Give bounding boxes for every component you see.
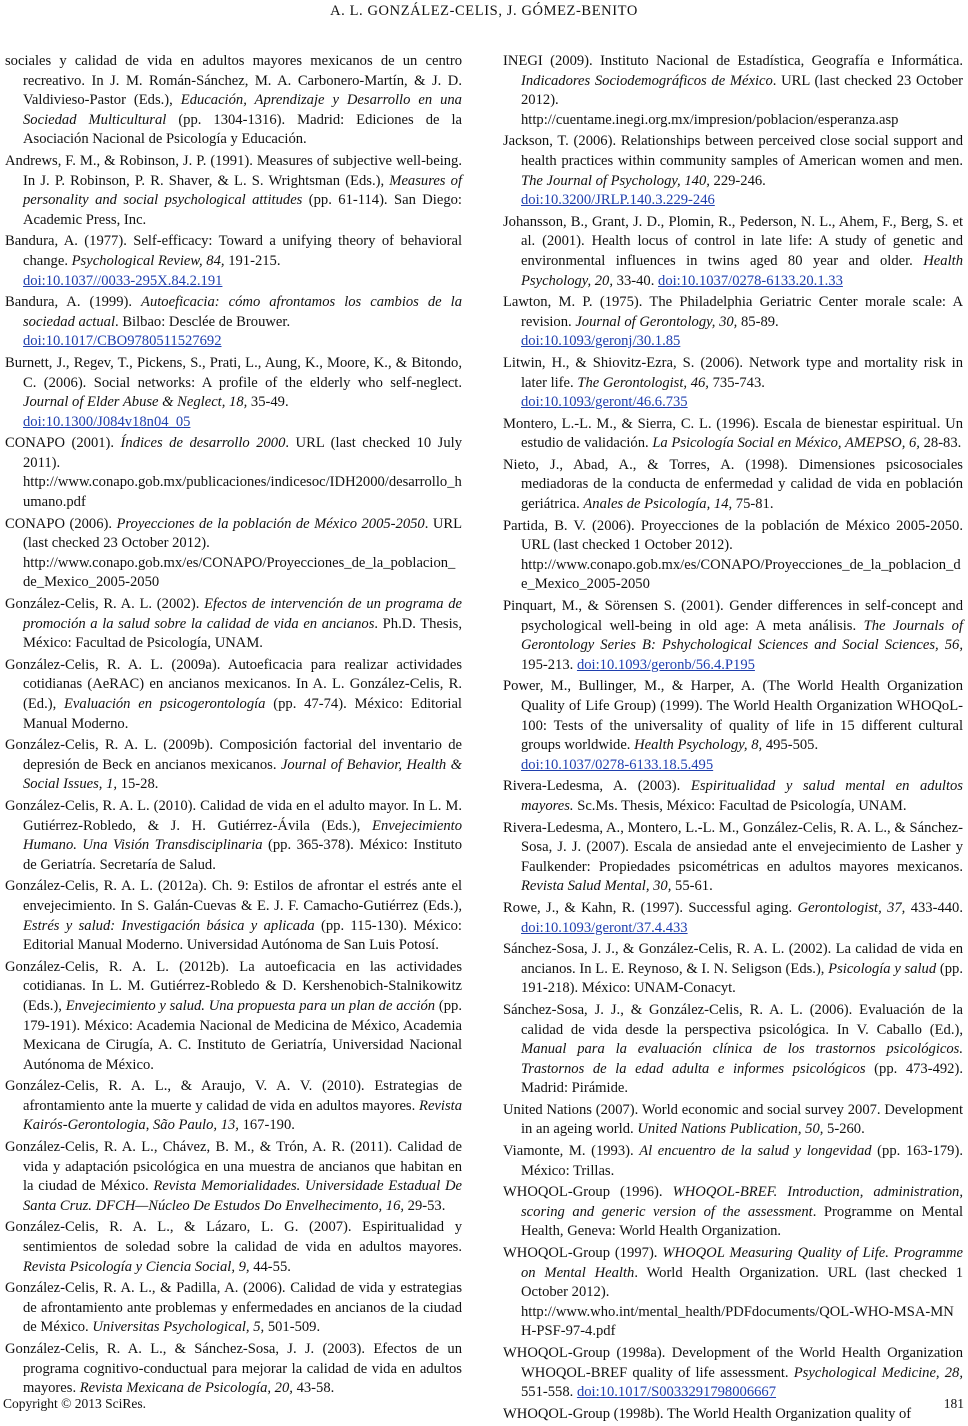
reference-text: WHOQOL-Group (1996). [503,1184,673,1201]
reference-entry [5,656,462,734]
reference-entry [503,597,963,675]
reference-text: González-Celis, R. A. L. (2009a). Autoeficacia para realizar actividades cotidianas (AeRAC) en ancianos mexicanos. In A. L. González-Celis, R. (Ed.), [5,656,462,712]
reference-entry [5,1218,462,1277]
reference-text: Viamonte, M. (1993). [503,1143,640,1160]
reference-text: González-Celis, R. A. L., & Araujo, V. A. V. (2010). Estrategias de afrontamiento ante la muerte y calidad de vida en adultos mayores. [5,1078,462,1114]
reference-entry [503,1183,963,1242]
reference-url[interactable]: http://www.who.int/mental_health/PDFdocuments/QOL-WHO-MSA-MNH-PSF-97-4.pdf [521,1303,954,1340]
reference-text: United Nations (2007). World economic and social survey 2007. Development in an ageing world. [503,1101,963,1138]
reference-italic-text: The Journals of Gerontology Series B: Pshychological Sciences and Social Sciences, 56, [521,617,963,654]
reference-italic-text: Proyecciones de la población de México 2005-2050 [116,515,425,532]
reference-text: Bandura, A. (1999). [5,294,142,311]
reference-entry [5,354,462,432]
doi-link[interactable]: doi:10.1093/geronb/56.4.P195 [576,656,755,673]
reference-italic-text: Health Psychology, 20, [521,252,963,289]
doi-link[interactable]: doi:10.1093/geronj/30.1.85 [521,333,681,350]
reference-text: Partida, B. V. (2006). Proyecciones de la población de México 2005-2050. URL (last checked 1 October 2012). [503,517,963,554]
reference-text: 195-213. [521,656,577,673]
reference-text: Andrews, F. M., & Robinson, J. P. (1991). Measures of subjective well-being. In J. P. Robinson, P. R. Shaver, & L. S. Wrightsman (Eds.), [5,152,462,189]
reference-entry [503,1101,963,1140]
reference-text: WHOQOL-Group (1998a). Development of the World Health Organization WHOQOL-BREF quality of life assessment. [503,1345,963,1381]
reference-text: (pp. 1304-1316). Madrid: Ediciones de la Asociación Nacional de Psicología y Educación. [23,111,462,148]
reference-entry [503,354,963,413]
reference-text: Sánchez-Sosa, J. J., & González-Celis, R. A. L. (2006). Evaluación de la calidad de vida desde la perspectiva psicológica. In V. Caballo (Ed.), [503,1001,963,1038]
reference-entry [5,515,462,593]
reference-text: , [145,1117,153,1134]
reference-italic-text: Health Psychology, 8, [634,737,763,754]
reference-entry [5,797,462,875]
reference-text: 29-53. [404,1197,446,1214]
reference-text: 44-55. [249,1258,291,1275]
reference-text: González-Celis, R. A. L., & Padilla, A. (2006). Calidad de vida y estrategias de afrontamiento ante problemas y enfermedades en ancianos de la ciudad de México. [5,1280,462,1336]
reference-italic-text: The Journal of Psychology, 140, [521,172,710,189]
running-header: A. L. GONZÁLEZ-CELIS, J. GÓMEZ-BENITO [330,3,638,19]
reference-entry [503,213,963,291]
doi-link[interactable]: doi:10.1300/J084v18n04_05 [23,413,191,430]
doi-link[interactable]: doi:10.1093/geront/46.6.735 [521,394,688,411]
reference-entry [503,940,963,999]
reference-entry [503,899,963,938]
reference-text: 15-28. [117,776,159,793]
reference-text: . URL (last checked 23 October 2012). [23,515,463,552]
reference-italic-text: Journal of Gerontology, 30, [575,313,738,330]
copyright-notice: Copyright © 2013 SciRes. [3,1396,147,1411]
reference-text: 433-440. [905,899,963,916]
reference-text: González-Celis, R. A. L. (2009b). Composición factorial del inventario de depresión de Beck en ancianos mexicanos. [5,737,462,773]
reference-text: . Ph.D. Thesis, México: Facultad de Psicología, UNAM. [23,615,462,652]
reference-text: Sc.Ms. Thesis, México: Facultad de Psicología, UNAM. [573,797,907,814]
reference-text: 55-61. [671,878,713,895]
doi-link[interactable]: doi:10.1017/S0033291798006667 [576,1384,777,1401]
reference-entry [503,1344,963,1403]
reference-text: (pp. 47-74). México: Editorial Manual Moderno. [23,696,462,732]
doi-link[interactable]: doi:10.1037//0033-295X.84.2.191 [23,272,223,289]
reference-italic-text: Gerontologist, 37, [797,899,906,916]
reference-italic-text: Efectos de intervención de un programa de promoción a la salud sobre la calidad de vida en ancianos [23,596,462,632]
reference-text: Johansson, B., Grant, J. D., Plomin, R., Pederson, N. L., Ahem, F., Berg, S. et al. (2001). Health locus of control in late life: A study of genetic and environmental influences in twins aged 80 year and older. [503,213,963,269]
reference-entry [5,293,462,352]
reference-text: 735-743. [708,374,765,391]
reference-entry [5,877,462,955]
reference-text: 35-49. [247,394,289,411]
reference-text: Burnett, J., Regev, T., Pickens, S., Prati, L., Aung, K., Moore, K., & Bitondo, C. (2006). Social networks: A profile of the elderly who self-neglect. [5,354,462,391]
reference-url[interactable]: http://www.conapo.gob.mx/publicaciones/indicesoc/IDH2000/desarrollo_humano.pdf [23,474,462,511]
reference-entry [503,819,963,897]
reference-italic-text: Anales de Psicología, 14, [583,496,733,513]
reference-text: CONAPO (2001). [5,435,121,452]
reference-entry [503,777,963,816]
reference-entry [5,1077,462,1136]
reference-italic-text: Revista Psicología y Ciencia Social, 9, [23,1258,250,1275]
doi-link[interactable]: doi:10.1037/0278-6133.18.5.495 [521,756,714,773]
reference-text: 495-505. [762,737,819,754]
reference-text: Nieto, J., Abad, A., & Torres, A. (1998). Dimensiones psicosociales mediadoras de la conducta de enfermedad y calidad de vida en población geriátrica. [503,456,963,513]
reference-text: Montero, L.-L. M., & Sierra, C. L. (1996). Escala de bienestar espiritual. Un estudio de validación. [503,415,963,452]
doi-link[interactable]: doi:10.1017/CBO9780511527692 [23,333,222,350]
reference-text: (pp. 191-218). México: UNAM-Conacyt. [521,960,963,997]
reference-text: (pp. 473-492). Madrid: Pirámide. [521,1060,963,1097]
reference-text: 229-246. [709,172,766,189]
reference-text: INEGI (2009). Instituto Nacional de Estadística, Geografía e Informática. [503,53,963,69]
reference-entry [503,1142,963,1181]
doi-link[interactable]: doi:10.1093/geront/37.4.433 [521,919,688,936]
reference-url[interactable]: http://www.conapo.gob.mx/es/CONAPO/Proyecciones_de_la_poblacion_de_Mexico_2005-2050 [23,554,456,591]
reference-text: Litwin, H., & Shiovitz-Ezra, S. (2006). Network type and mortality risk in later life. [503,354,963,391]
reference-italic-text: Indicadores Sociodemográficos de México [521,72,773,89]
reference-italic-text: The Gerontologist, 46, [577,374,709,391]
reference-entry [5,958,462,1076]
reference-text: 167-190. [238,1117,295,1134]
reference-entry [5,152,462,230]
reference-text: . URL (last checked 10 July 2011). [23,435,463,471]
reference-entry [5,736,462,795]
reference-italic-text: Journal of Elder Abuse & Neglect, 18, [23,394,248,411]
reference-italic-text: Measures of personality and social psychological attitudes [23,172,463,209]
doi-link[interactable]: doi:10.3200/JRLP.140.3.229-246 [521,192,715,209]
reference-text: Sánchez-Sosa, J. J., & González-Celis, R. A. L. (2002). La calidad de vida en ancianos. In L. E. Reynoso, & I. N. Seligson (Eds.), [503,941,963,977]
reference-text: . Bilbao: Desclée de Brouwer. [115,313,291,330]
reference-text: González-Celis, R. A. L. (2012a). Ch. 9: Estilos de afrontar el estrés ante el envejecimiento. In S. Galán-Cuevas & E. J. F. Camacho-Gutiérrez (Eds.), [5,878,462,914]
reference-entry [503,1001,963,1099]
reference-text: Pinquart, M., & Sörensen S. (2001). Gender differences in self-concept and psychological well-being in old age: A meta análisis. [503,598,963,634]
reference-entry [503,1405,963,1425]
reference-italic-text: United Nations Publication, 50, [637,1121,824,1138]
reference-text: (pp. 365-378). México: Instituto de Geriatría. Secretaría de Salud. [23,837,462,873]
reference-entry [503,677,963,775]
reference-text: sociales y calidad de vida en adultos mayores mexicanos de un centro recreativo. In J. M. Román-Sánchez, M. A. Carbonero-Martín, & J. D. Valdivieso-Pastor (Eds.), [5,53,462,109]
reference-italic-text: Psychological Review, 84, [71,252,225,269]
reference-text: WHOQOL-Group (1998b). The World Health Organization quality of [503,1405,912,1422]
reference-text: González-Celis, R. A. L. (2002). [5,596,205,613]
reference-text: . World Health Organization. URL (last checked 1 October 2012). [521,1264,964,1301]
reference-text: González-Celis, R. A. L., & Lázaro, L. G. (2007). Espiritualidad y sentimientos de soledad sobre la calidad de vida en adultos mayores. [5,1219,462,1256]
reference-italic-text: Envejecimiento y salud. Una propuesta para un plan de acción [65,997,436,1014]
reference-entry [5,52,462,150]
reference-italic-text: Revista Salud Mental, 30, [521,878,672,895]
reference-italic-text: Estrés y salud: Investigación básica y aplicada [23,917,315,934]
reference-text: Power, M., Bullinger, M., & Harper, A. (The World Health Organization Quality of Life Group) (1999). The World Health Organization WHOQoL-100: Tests of the universality of quality of life in 15 different cultural groups worldwide. [503,678,963,754]
reference-entry [5,595,462,654]
reference-text: Rivera-Ledesma, A. (2003). [503,778,691,795]
reference-text: González-Celis, R. A. L. (2012b). La autoeficacia en las actividades cotidianas. In L. M. Gutiérrez-Robledo & D. Kershenobich-Stalnikowitz (Eds.), [5,958,462,1014]
reference-italic-text: WHOQOL-BREF. Introduction, administration, scoring and generic version of the assessment [521,1184,963,1220]
reference-text: . Programme on Mental Health, Geneva: World Health Organization. [521,1203,963,1240]
reference-italic-text: Manual para la evaluación clínica de los trastornos psicológicos. Trastornos de la edad adulta e informes psicológicos [521,1041,963,1077]
reference-url[interactable]: http://cuentame.inegi.org.mx/impresion/poblacion/esperanza.asp [521,111,899,128]
reference-italic-text: Journal of Behavior, Health & Social Issues, 1, [23,756,462,793]
reference-text: (pp. 163-179). México: Trillas. [521,1143,963,1179]
page-number: 181 [943,1396,964,1411]
reference-italic-text: Índices de desarrollo 2000 [120,435,286,452]
reference-text: 85-89. [737,313,779,330]
reference-italic-text: Evaluación en psicogerontología [64,696,266,712]
reference-text: 191-215. [224,252,281,269]
reference-url[interactable]: http://www.conapo.gob.mx/es/CONAPO/Proyecciones_de_la_poblacion_de_Mexico_2005-2050 [521,556,961,593]
reference-text: González-Celis, R. A. L. (2010). Calidad de vida en el adulto mayor. In L. M. Gutiérrez-Robledo, & J. H. Gutiérrez-Ávila (Eds.), [5,797,462,834]
reference-text: Rowe, J., & Kahn, R. (1997). Successful aging. [503,899,798,916]
reference-text: 501-509. [264,1319,321,1336]
reference-entry [503,52,963,130]
reference-italic-text: Espiritualidad y salud mental en adultos mayores. [521,778,963,814]
reference-entry [503,517,963,595]
reference-text: WHOQOL-Group (1997). [503,1245,663,1262]
references-right-column [503,52,963,1426]
reference-italic-text: Psychological Medicine, 28, [793,1364,963,1381]
reference-italic-text: São Paulo, 13, [153,1117,239,1134]
reference-text: 5-260. [823,1121,865,1138]
reference-entry [503,415,963,454]
reference-italic-text: Revista Mexicana de Psicología, 20, [79,1380,293,1397]
reference-entry [5,232,462,291]
reference-italic-text: Psicología y salud [828,960,937,977]
reference-italic-text: Al encuentro de la salud y longevidad [639,1143,872,1160]
reference-text: 33-40. [613,272,659,289]
reference-italic-text: Educación, Aprendizaje y Desarrollo en una Sociedad Multicultural [23,92,462,128]
reference-italic-text: WHOQOL Measuring Quality of Life. Programme on Mental Health [521,1245,963,1281]
references-left-column [5,52,462,1401]
reference-text: (pp. 179-191). México: Academia Nacional de Medicina de México, Academia Mexicana de Cirugía, A. C. Instituto de Geriatría, Universidad Nacional Autónoma de México. [23,997,462,1073]
reference-text: González-Celis, R. A. L., Chávez, B. M., & Trón, A. R. (2011). Calidad de vida y adaptación psicológica en una muestra de ancianos que habitan en la ciudad de México. [5,1139,462,1195]
reference-text: . URL (last checked 23 October 2012). [521,72,964,109]
reference-text: (pp. 115-130). México: Editorial Manual Moderno. Universidad Autónoma de San Luis Potosí. [23,917,462,954]
doi-link[interactable]: doi:10.1037/0278-6133.20.1.33 [658,272,843,289]
reference-entry [503,456,963,515]
reference-text: (pp. 61-114). San Diego: Academic Press, Inc. [23,192,462,228]
reference-italic-text: La Psicología Social en México, AMEPSO, 6, [652,435,920,452]
reference-text: González-Celis, R. A. L., & Sánchez-Sosa, J. J. (2003). Efectos de un programa cognitivo-conductual para mejorar la calidad de vida en adultos mayores. [5,1341,462,1397]
reference-entry [5,1279,462,1338]
reference-text: 43-58. [292,1380,335,1397]
reference-entry [503,1244,963,1342]
reference-text: CONAPO (2006). [5,515,117,532]
reference-entry [5,1340,462,1399]
reference-italic-text: Envejecimiento Humano. Una Visión Transdisciplinaria [23,817,462,854]
reference-entry [503,293,963,352]
reference-entry [5,434,462,512]
reference-italic-text: Autoeficacia: cómo afrontamos los cambios de la sociedad actual [23,294,462,330]
reference-entry [503,132,963,210]
reference-italic-text: Revista Kairós-Gerontologia [23,1097,462,1134]
reference-italic-text: Revista Memorialidades. Universidade Estadual De Santa Cruz. DFCH—Núcleo De Estudos Do Envelhecimento, 16, [23,1178,463,1214]
reference-text: Rivera-Ledesma, A., Montero, L.-L. M., González-Celis, R. A. L., & Sánchez-Sosa, J. J. (2007). Escala de ansiedad ante el envejecimiento de Lasher y Faulkender: Propiedades psicométricas en adultos mayores mexicanos. [503,819,963,875]
reference-text: 551-558. [521,1384,577,1401]
reference-entry [5,1138,462,1216]
reference-text: 75-81. [732,496,774,513]
reference-text: Jackson, T. (2006). Relationships between perceived close social support and health practices within community samples of American women and men. [503,133,963,169]
reference-text: Lawton, M. P. (1975). The Philadelphia Geriatric Center morale scale: A revision. [503,294,963,330]
reference-text: Bandura, A. (1977). Self-efficacy: Toward a unifying theory of behavioral change. [5,233,462,269]
reference-text: 28-83. [919,435,962,452]
reference-italic-text: Universitas Psychological, 5, [92,1319,265,1336]
